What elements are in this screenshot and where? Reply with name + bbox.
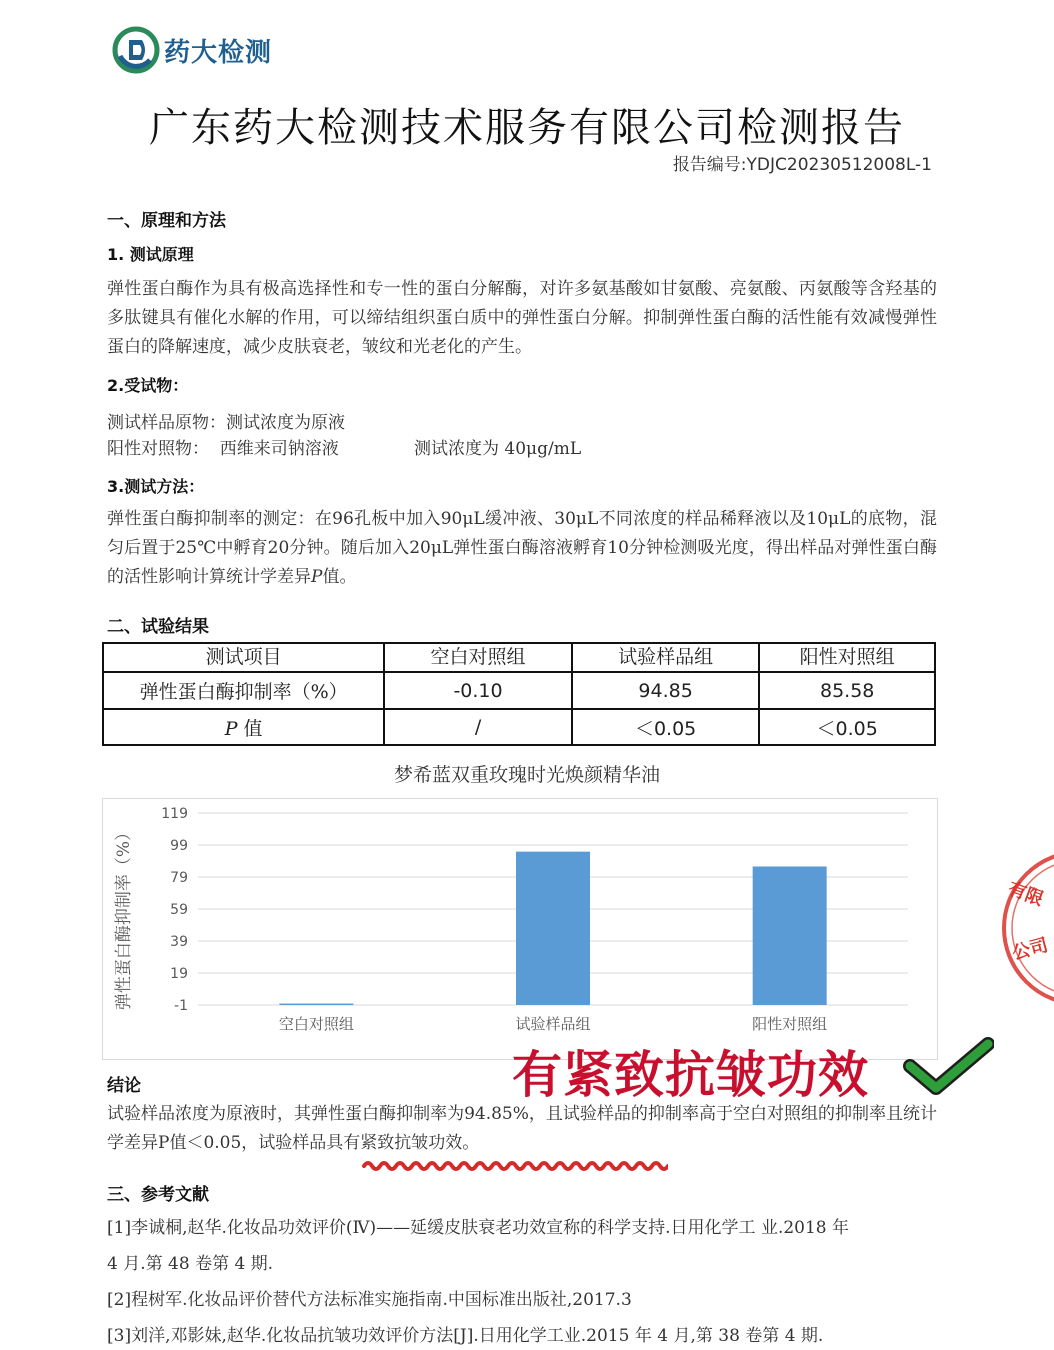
p-symbol: P — [224, 717, 238, 740]
efficacy-badge: 有紧致抗皱功效 — [512, 1046, 869, 1104]
report-number: 报告编号:YDJC20230512008L-1 — [672, 155, 932, 175]
x-tick-label: 试验样品组 — [515, 1015, 591, 1033]
section2-heading: 二、试验结果 — [107, 617, 209, 637]
bar-chart — [103, 799, 937, 1059]
company-stamp-icon — [1000, 838, 1054, 1018]
subject-line-2b: 测试浓度为 40μg/mL — [414, 439, 582, 459]
principle-text: 弹性蛋白酶作为具有极高选择性和专一性的蛋白分解酶，对许多氨基酸如甘氨酸、亮氨酸、丙氨酸等含羟基的多肽键具有催化水解的作用，可以缔结组织蛋白质中的弹性蛋白分解。抑制弹性蛋白酶的活性能有效减慢弹性蛋白的降解速度，减少皮肤衰老，皱纹和光老化的产生。 — [107, 279, 937, 357]
subject-heading: 2.受试物： — [107, 376, 189, 395]
table-cell: ＜0.05 — [759, 709, 935, 745]
report-title: 广东药大检测技术服务有限公司检测报告 — [149, 105, 905, 151]
table-cell: -0.10 — [384, 672, 572, 709]
table-cell-label — [103, 709, 384, 745]
table-cell: 85.58 — [759, 672, 935, 709]
svg-text:公司: 公司 — [1010, 934, 1051, 965]
y-tick-label: -1 — [174, 998, 188, 1014]
table-cell-label: 弹性蛋白酶抑制率（%） — [103, 672, 384, 709]
conclusion-heading: 结论 — [107, 1076, 141, 1096]
subject-line-1: 测试样品原物：测试浓度为原液 — [107, 413, 345, 433]
logo-text: 药大检测 — [164, 37, 273, 68]
bar — [516, 852, 590, 1005]
table-header: 阳性对照组 — [759, 643, 935, 672]
chart-container — [102, 798, 938, 1060]
table-header: 空白对照组 — [384, 643, 572, 672]
reference-item: [1]李诚桐,赵华.化妆品功效评价(Ⅳ)——延缓皮肤衰老功效宣称的科学支持.日用化学工 业.2018 年 — [107, 1218, 850, 1238]
method-text — [107, 505, 937, 592]
logo-mark-icon — [112, 26, 160, 74]
wavy-underline — [362, 1158, 668, 1174]
table-header: 试验样品组 — [572, 643, 760, 672]
checkmark-icon — [902, 1036, 994, 1096]
method-text-end: 值。 — [322, 567, 357, 587]
method-heading: 3.测试方法： — [107, 477, 205, 496]
table-row — [103, 672, 935, 709]
method-text-main: 弹性蛋白酶抑制率的测定：在96孔板中加入90μL缓冲液、30μL不同浓度的样品稀释液以及10μL的底物，混匀后置于25℃中孵育20分钟。随后加入20μL弹性蛋白酶溶液孵育10分钟检测吸光度，得出样品对弹性蛋白酶的活性影响计算统计学差异 — [107, 509, 937, 587]
x-tick-label: 空白对照组 — [278, 1015, 354, 1033]
bar — [279, 1004, 353, 1005]
y-axis-label: 弹性蛋白酶抑制率（%） — [114, 823, 134, 1011]
table-row — [103, 709, 935, 745]
chart-title: 梦希蓝双重玫瑰时光焕颜精华油 — [393, 764, 660, 786]
reference-item: [2]程树军.化妆品评价替代方法标准实施指南.中国标准出版社,2017.3 — [107, 1290, 632, 1310]
section3-heading: 三、参考文献 — [107, 1185, 209, 1205]
subject-line-2a: 阳性对照物： 西维来司钠溶液 — [107, 439, 339, 459]
method-text-p: P — [311, 567, 323, 587]
y-tick-label: 59 — [170, 902, 188, 918]
x-tick-label: 阳性对照组 — [752, 1015, 828, 1033]
svg-text:有限: 有限 — [1005, 878, 1047, 911]
principle-heading: 1. 测试原理 — [107, 245, 194, 264]
y-tick-label: 79 — [170, 870, 188, 886]
y-tick-label: 119 — [161, 806, 188, 822]
table-header: 测试项目 — [103, 643, 384, 672]
y-tick-label: 99 — [170, 838, 188, 854]
reference-item-cont: 4 月.第 48 卷第 4 期. — [107, 1254, 274, 1274]
p-label-rest: 值 — [237, 717, 263, 740]
table-cell: ＜0.05 — [572, 709, 760, 745]
y-tick-label: 39 — [170, 934, 188, 950]
table-cell: 94.85 — [572, 672, 760, 709]
y-tick-label: 19 — [170, 966, 188, 982]
company-logo — [112, 26, 272, 74]
reference-item: [3]刘洋,邓影妹,赵华.化妆品抗皱功效评价方法[J].日用化学工业.2015 年 4 月,第 38 卷第 4 期. — [107, 1326, 824, 1346]
section1-heading: 一、原理和方法 — [107, 211, 226, 231]
table-header-row — [103, 643, 935, 672]
table-cell: / — [384, 709, 572, 745]
conclusion-text: 试验样品浓度为原液时，其弹性蛋白酶抑制率为94.85%，且试验样品的抑制率高于空白对照组的抑制率且统计学差异P值＜0.05，试验样品具有紧致抗皱功效。 — [107, 1104, 937, 1153]
bar — [753, 866, 827, 1005]
results-table — [102, 642, 936, 746]
